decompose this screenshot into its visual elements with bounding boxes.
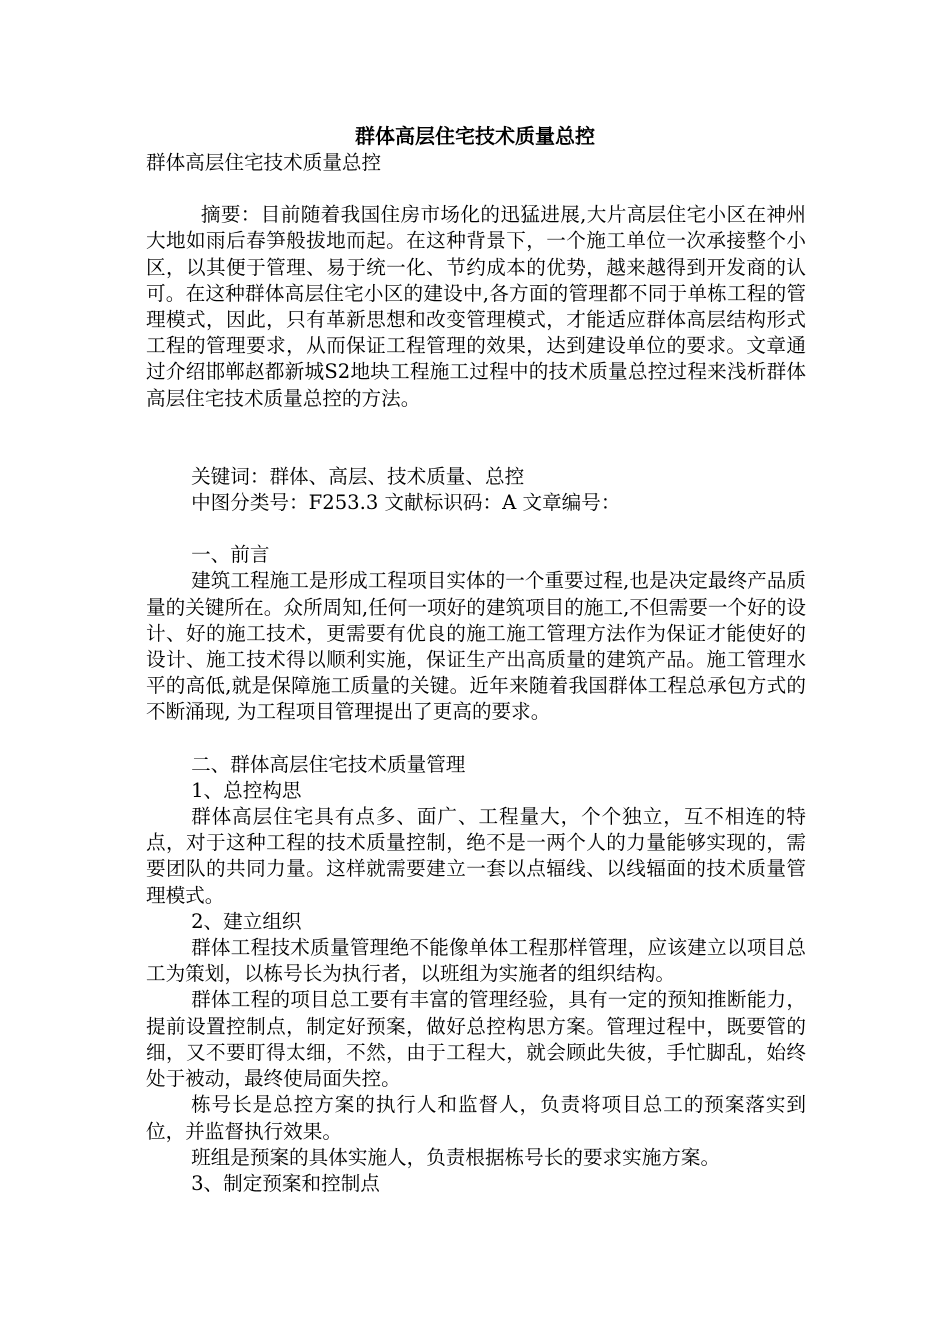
document-title: 群体高层住宅技术质量总控 <box>355 124 595 148</box>
subsection-2-paragraph-2: 群体工程的项目总工要有丰富的管理经验，具有一定的预知推断能力，提前设置控制点，制定好预案，做好总控构思方案。管理过程中，既要管的细，又不要盯得太细，不然，由于工程大，就会顾此失彼，手忙脚乱，始终处于被动，最终使局面失控。 <box>146 988 806 1091</box>
section-1-paragraph: 建筑工程施工是形成工程项目实体的一个重要过程,也是决定最终产品质量的关键所在。众所周知,任何一项好的建筑项目的施工,不但需要一个好的设计、好的施工技术，更需要有优良的施工施工管理方法作为保证才能使好的设计、施工技术得以顺利实施，保证生产出高质量的建筑产品。施工管理水平的高低,就是保障施工质量的关键。近年来随着我国群体工程总承包方式的不断涌现, 为工程项目管理提出了更高的要求。 <box>146 569 806 724</box>
subsection-2-paragraph-4: 班组是预案的具体实施人，负责根据栋号长的要求实施方案。 <box>191 1145 721 1169</box>
section-heading-1: 一、前言 <box>191 543 270 567</box>
document-body <box>146 150 806 1197</box>
subsection-heading-2: 2、建立组织 <box>191 909 302 933</box>
spacer <box>146 412 806 464</box>
subsection-heading-3: 3、制定预案和控制点 <box>191 1171 380 1195</box>
document-subtitle: 群体高层住宅技术质量总控 <box>146 151 382 174</box>
spacer <box>146 516 806 542</box>
classification-line: 中图分类号：F253.3 文献标识码：A 文章编号： <box>191 491 621 515</box>
subsection-2-paragraph-1: 群体工程技术质量管理绝不能像单体工程那样管理，应该建立以项目总工为策划，以栋号长为执行者，以班组为实施者的组织结构。 <box>146 936 806 986</box>
abstract-paragraph: 摘要：目前随着我国住房市场化的迅猛进展,大片高层住宅小区在神州大地如雨后春笋般拔地而起。在这种背景下，一个施工单位一次承接整个小区，以其便于管理、易于统一化、节约成本的优势，越来越得到开发商的认可。在这种群体高层住宅小区的建设中,各方面的管理都不同于单栋工程的管理模式，因此，只有革新思想和改变管理模式，才能适应群体高层结构形式工程的管理要求，从而保证工程管理的效果，达到建设单位的要求。文章通过介绍邯郸赵都新城S2地块工程施工过程中的技术质量总控过程来浅析群体高层住宅技术质量总控的方法。 <box>146 203 806 410</box>
subsection-heading-1: 1、总控构思 <box>191 778 302 802</box>
spacer <box>146 726 806 752</box>
section-heading-2: 二、群体高层住宅技术质量管理 <box>191 752 466 776</box>
subsection-2-paragraph-3: 栋号长是总控方案的执行人和监督人，负责将项目总工的预案落实到位，并监督执行效果。 <box>146 1093 806 1143</box>
keywords-line: 关键词：群体、高层、技术质量、总控 <box>191 464 525 488</box>
subsection-1-paragraph: 群体高层住宅具有点多、面广、工程量大，个个独立，互不相连的特点，对于这种工程的技术质量控制，绝不是一两个人的力量能够实现的，需要团队的共同力量。这样就需要建立一套以点辐线、以线辐面的技术质量管理模式。 <box>146 805 806 907</box>
spacer <box>146 176 806 202</box>
